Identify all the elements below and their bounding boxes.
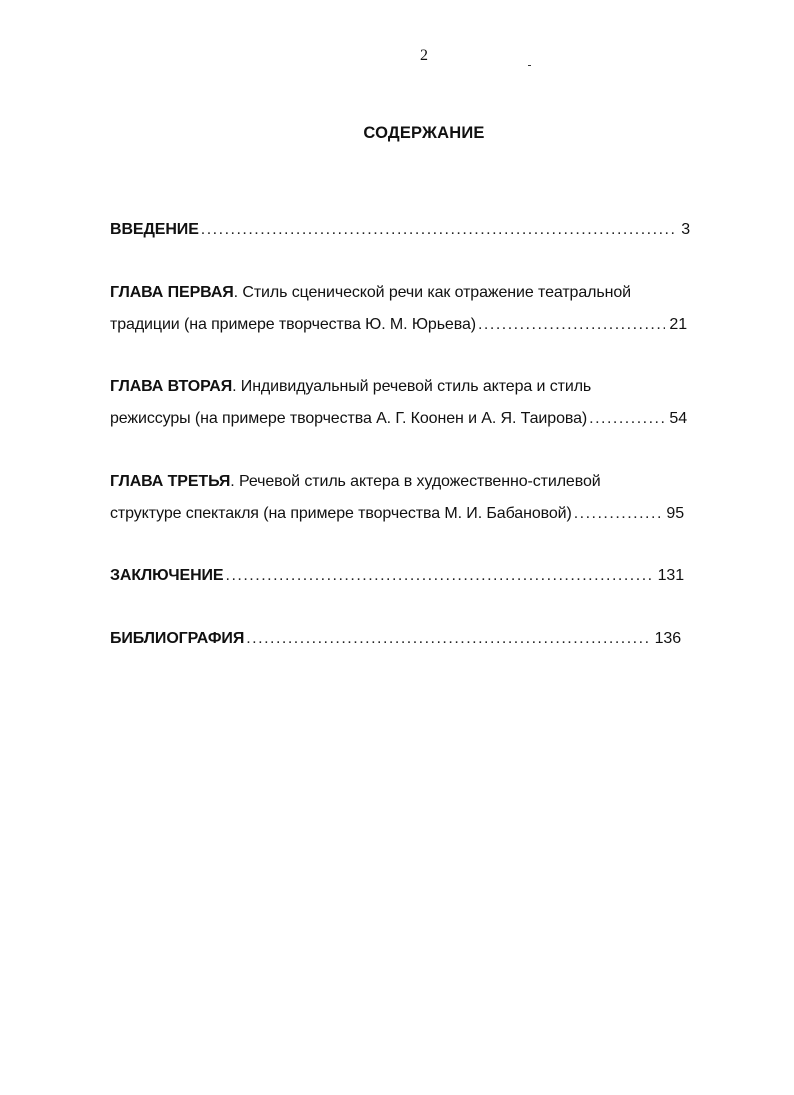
dot-leader xyxy=(478,315,665,335)
toc-entry-intro[interactable] xyxy=(110,220,690,240)
toc-chapter1-line1[interactable] xyxy=(110,283,631,303)
page-number: 2 xyxy=(420,47,428,64)
toc-chapter2-title-part2: режиссуры (на примере творчества А. Г. Коонен и А. Я. Таирова) xyxy=(110,410,588,427)
toc-entry-bibliography[interactable] xyxy=(110,629,681,649)
page-title: СОДЕРЖАНИЕ xyxy=(363,124,485,142)
toc-intro-page: 3 xyxy=(681,221,690,238)
toc-chapter3-heading: ГЛАВА ТРЕТЬЯ xyxy=(110,473,231,490)
toc-chapter2-title-part1: . Индивидуальный речевой стиль актера и стиль xyxy=(232,378,592,395)
dot-leader xyxy=(574,504,663,524)
toc-chapter1-title-part2: традиции (на примере творчества Ю. М. Юрьева) xyxy=(110,316,476,333)
toc-bibliography-label: БИБЛИОГРАФИЯ xyxy=(110,630,245,647)
toc-chapter2-line2[interactable] xyxy=(110,409,687,429)
toc-chapter2-page: 54 xyxy=(669,410,687,427)
toc-chapter2-heading: ГЛАВА ВТОРАЯ xyxy=(110,378,233,395)
toc-chapter1-title-part1: . Стиль сценической речи как отражение театральной xyxy=(233,284,631,301)
toc-bibliography-page: 136 xyxy=(654,630,681,647)
toc-conclusion-page: 131 xyxy=(657,567,684,584)
dot-leader xyxy=(226,566,654,586)
scan-speck xyxy=(528,65,531,66)
toc-chapter1-page: 21 xyxy=(669,316,687,333)
toc-chapter1-heading: ГЛАВА ПЕРВАЯ xyxy=(110,284,234,301)
dot-leader xyxy=(246,629,650,649)
toc-entry-conclusion[interactable] xyxy=(110,566,684,586)
toc-chapter3-page: 95 xyxy=(666,505,684,522)
toc-chapter2-line1[interactable] xyxy=(110,377,591,397)
toc-chapter3-title-part2: структуре спектакля (на примере творчества М. И. Бабановой) xyxy=(110,505,572,522)
toc-chapter3-title-part1: . Речевой стиль актера в художественно-стилевой xyxy=(230,473,601,490)
toc-conclusion-label: ЗАКЛЮЧЕНИЕ xyxy=(110,567,224,584)
dot-leader xyxy=(201,220,677,240)
toc-chapter3-line2[interactable] xyxy=(110,504,684,524)
toc-intro-label: ВВЕДЕНИЕ xyxy=(110,221,199,238)
toc-chapter1-line2[interactable] xyxy=(110,315,687,335)
dot-leader xyxy=(589,409,665,429)
toc-chapter3-line1[interactable] xyxy=(110,472,601,492)
